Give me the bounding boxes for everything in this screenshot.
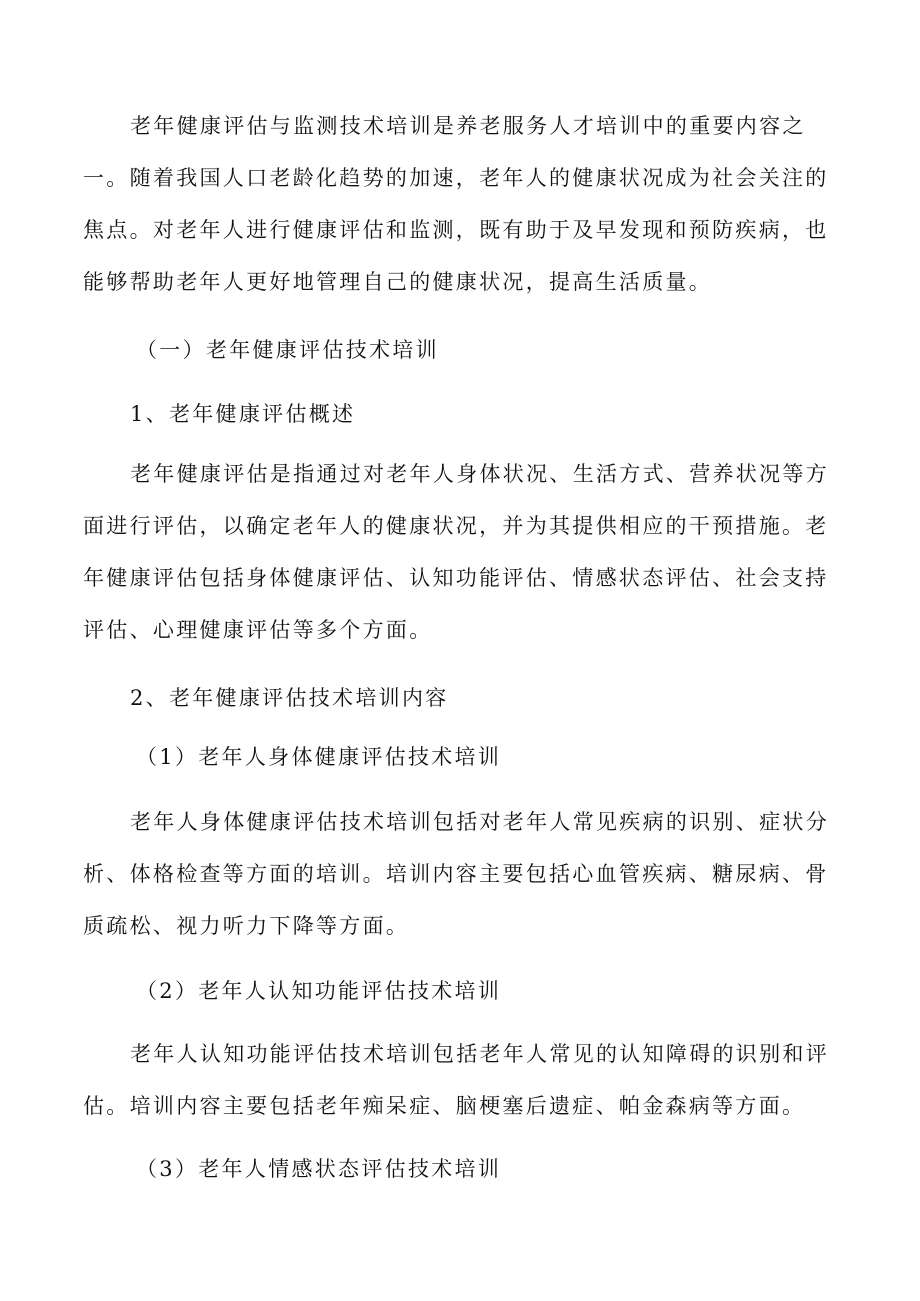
subsection-1-heading: 1、老年健康评估概述: [130, 402, 356, 426]
item-2-heading: （2）老年人认知功能评估技术培训: [136, 979, 502, 1003]
intro-paragraph: 老年健康评估与监测技术培训是养老服务人才培训中的重要内容之一。随着我国人口老龄化趋势的加速，老年人的健康状况成为社会关注的焦点。对老年人进行健康评估和监测，既有助于及早发现和预防疾病，也能够帮助老年人更好地管理自己的健康状况，提高生活质量。: [83, 114, 829, 294]
subsection-2-heading: 2、老年健康评估技术培训内容: [130, 686, 449, 710]
overview-paragraph: 老年健康评估是指通过对老年人身体状况、生活方式、营养状况等方面进行评估，以确定老年人的健康状况，并为其提供相应的干预措施。老年健康评估包括身体健康评估、认知功能评估、情感状态评估、社会支持评估、心理健康评估等多个方面。: [83, 462, 829, 642]
item-2-paragraph: 老年人认知功能评估技术培训包括老年人常见的认知障碍的识别和评估。培训内容主要包括老年痴呆症、脑梗塞后遗症、帕金森病等方面。: [83, 1042, 829, 1118]
section-one-heading: （一）老年健康评估技术培训: [136, 338, 439, 362]
item-3-heading: （3）老年人情感状态评估技术培训: [136, 1157, 502, 1181]
item-1-paragraph: 老年人身体健康评估技术培训包括对老年人常见疾病的识别、症状分析、体格检查等方面的培训。培训内容主要包括心血管疾病、糖尿病、骨质疏松、视力听力下降等方面。: [83, 810, 829, 938]
item-1-heading: （1）老年人身体健康评估技术培训: [136, 745, 502, 769]
